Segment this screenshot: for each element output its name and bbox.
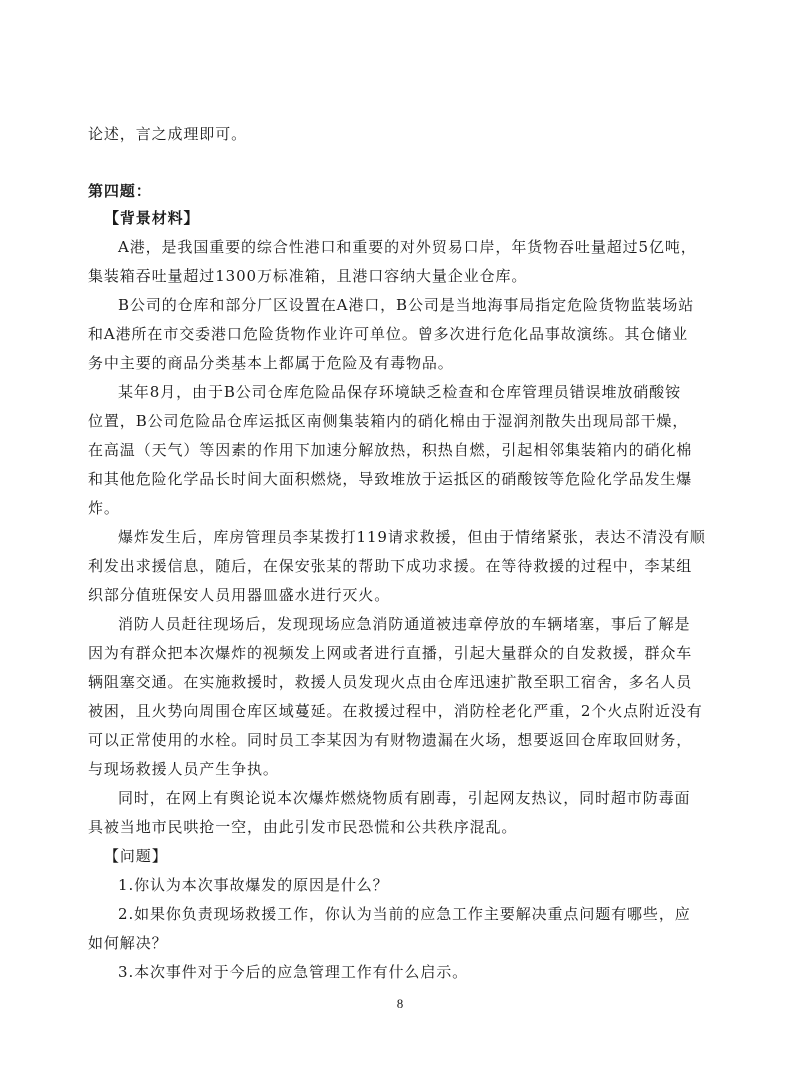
paragraph-5-line-1: 消防人员赶往现场后，发现现场应急消防通道被违章停放的车辆堵塞，事后了解是 (118, 615, 691, 633)
paragraph-1-line-2: 集装箱吞吐量超过1300万标准箱，且港口容纳大量企业仓库。 (88, 267, 528, 285)
background-heading: 【背景材料】 (104, 209, 200, 227)
intro-line: 论述，言之成理即可。 (88, 125, 248, 143)
paragraph-5-line-5: 可以正常使用的水栓。同时员工李某因为有财物遗漏在火场，想要返回仓库取回财务， (88, 731, 693, 749)
paragraph-6-line-2: 具被当地市民哄抢一空，由此引发市民恐慌和公共秩序混乱。 (88, 818, 518, 836)
question-2-line-2: 如何解决？ (88, 934, 168, 952)
paragraph-2-line-2: 和A港所在市交委港口危险货物作业许可单位。曾多次进行危化品事故演练。其仓储业 (88, 325, 689, 343)
question-1-line-1: 1.你认为本次事故爆发的原因是什么？ (118, 876, 389, 894)
question-3-line-1: 3.本次事件对于今后的应急管理工作有什么启示。 (118, 963, 469, 981)
question-heading: 【问题】 (104, 847, 168, 865)
page-number: 8 (396, 996, 404, 1011)
paragraph-5-line-3: 辆阻塞交通。在实施救援时，救援人员发现火点由仓库迅速扩散至职工宿舍，多名人员 (88, 673, 693, 691)
paragraph-4-line-2: 利发出求援信息，随后，在保安张某的帮助下成功求援。在等待救援的过程中，李某组 (88, 557, 693, 575)
paragraph-4-line-3: 织部分值班保安人员用器皿盛水进行灭火。 (88, 586, 391, 604)
paragraph-3-line-3: 在高温（天气）等因素的作用下加速分解放热，积热自燃，引起相邻集装箱内的硝化棉 (88, 441, 693, 459)
paragraph-4-line-1: 爆炸发生后，库房管理员李某拨打119请求救援，但由于情绪紧张，表达不清没有顺 (118, 528, 706, 546)
paragraph-6-line-1: 同时，在网上有舆论说本次爆炸燃烧物质有剧毒，引起网友热议，同时超市防毒面 (118, 789, 691, 807)
paragraph-3-line-4: 和其他危险化学品长时间大面积燃烧，导致堆放于运抵区的硝酸铵等危险化学品发生爆 (88, 470, 693, 488)
paragraph-5-line-6: 与现场救援人员产生争执。 (88, 760, 279, 778)
paragraph-1-line-1: A港，是我国重要的综合性港口和重要的对外贸易口岸，年货物吞吐量超过5亿吨， (118, 238, 697, 256)
paragraph-2-line-1: B公司的仓库和部分厂区设置在A港口，B公司是当地海事局指定危险货物监装场站 (118, 296, 695, 314)
paragraph-3-line-1: 某年8月，由于B公司仓库危险品保存环境缺乏检查和仓库管理员错误堆放硝酸铵 (118, 383, 681, 401)
paragraph-2-line-3: 务中主要的商品分类基本上都属于危险及有毒物品。 (88, 354, 454, 372)
question-2-line-1: 2.如果你负责现场救援工作，你认为当前的应急工作主要解决重点问题有哪些，应 (118, 905, 691, 923)
paragraph-3-line-2: 位置，B公司危险品仓库运抵区南侧集装箱内的硝化棉由于湿润剂散失出现局部干燥， (88, 412, 689, 430)
section-title: 第四题： (88, 182, 152, 200)
paragraph-3-line-5: 炸。 (88, 499, 120, 517)
paragraph-5-line-4: 被困，且火势向周围仓库区域蔓延。在救援过程中，消防栓老化严重，2个火点附近没有 (88, 702, 703, 720)
paragraph-5-line-2: 因为有群众把本次爆炸的视频发上网或者进行直播，引起大量群众的自发救援，群众车 (88, 644, 693, 662)
